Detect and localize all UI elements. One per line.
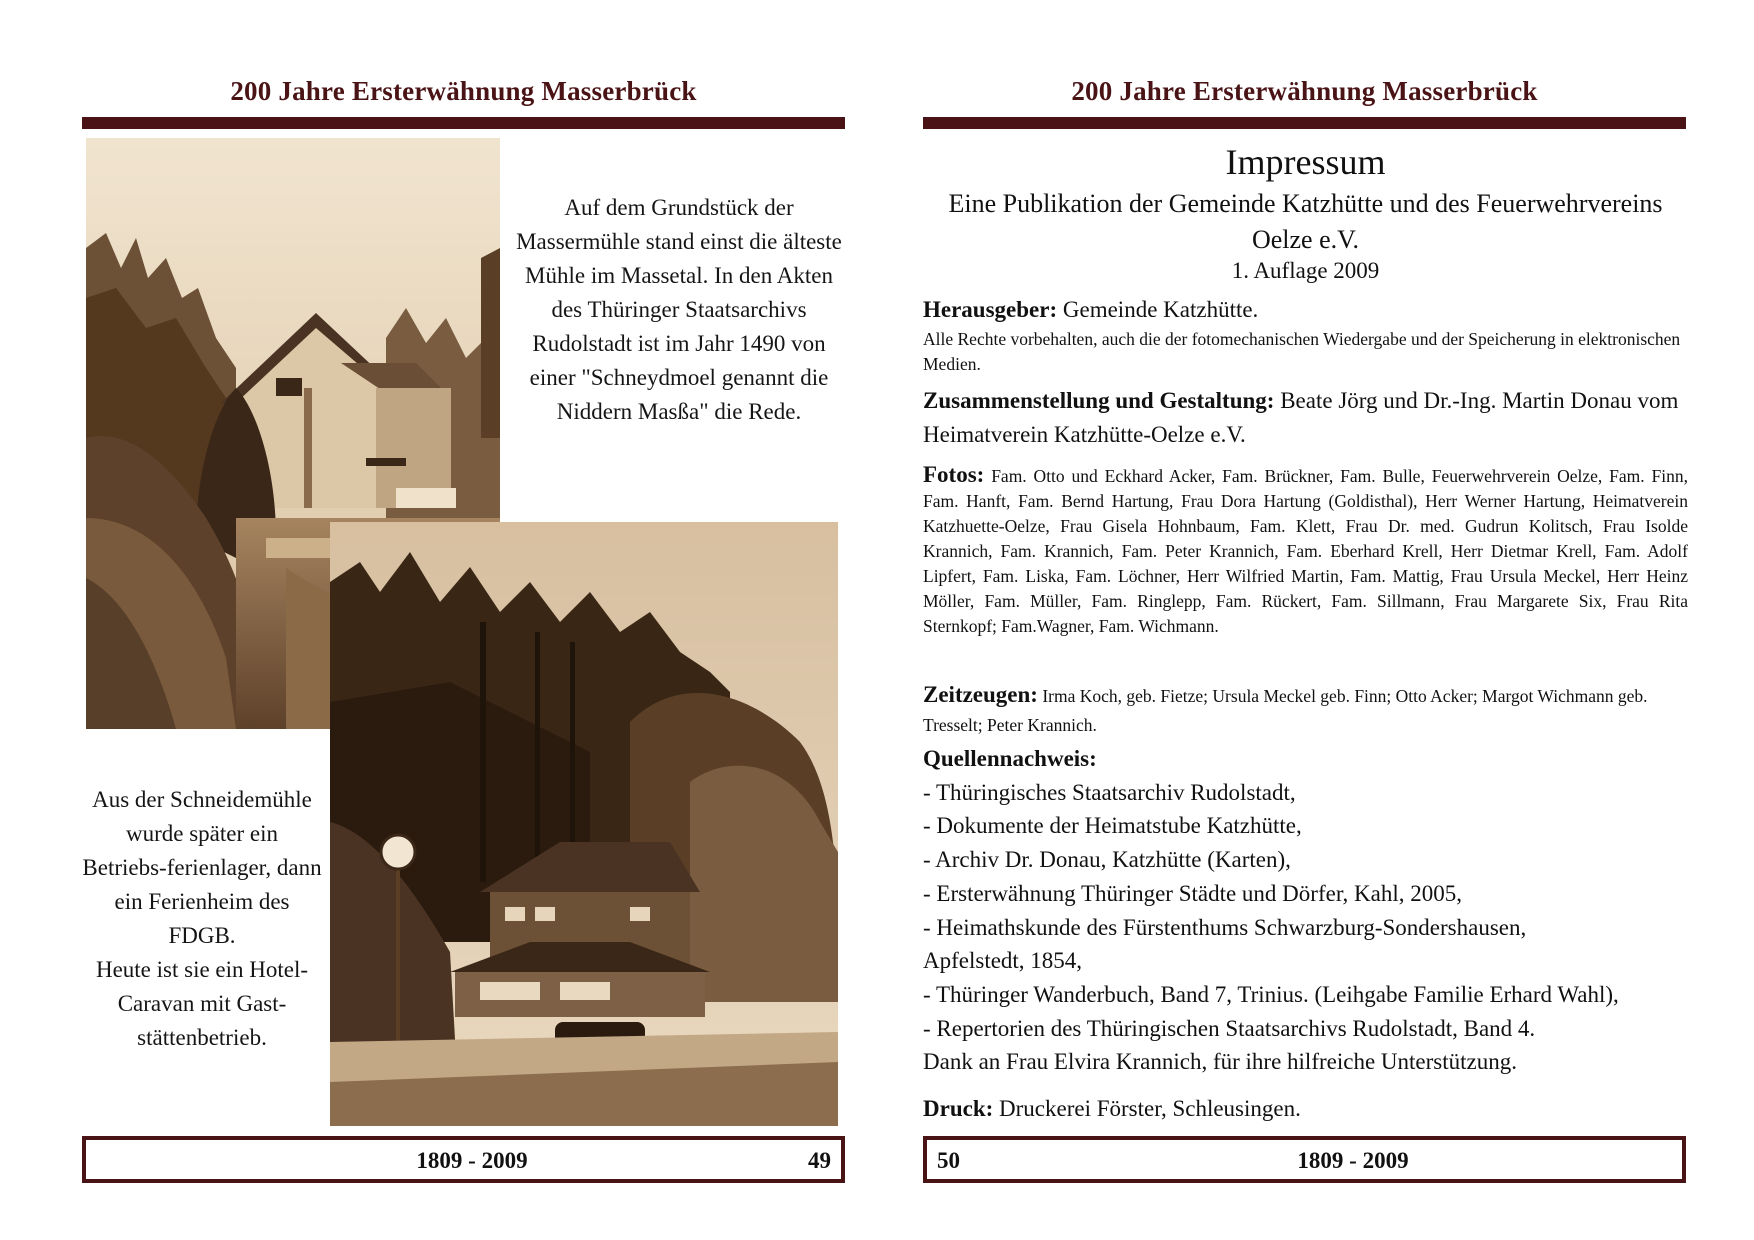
- sources-label: Quellennachweis:: [923, 746, 1097, 771]
- photo-hotel-caravan: [330, 522, 838, 1126]
- source-item: - Dokumente der Heimatstube Katzhütte,: [923, 813, 1302, 839]
- source-item: - Heimathskunde des Fürstenthums Schwarzburg-Sondershausen,: [923, 914, 1527, 940]
- sources-section: [923, 742, 1688, 1079]
- caption-massermuehle: Auf dem Grundstück der Massermühle stand einst die älteste Mühle im Massetal. In den Akten des Thüringer Staatsarchivs Rudolstadt ist im Jahr 1490 von einer "Schneydmoel genannt die Niddern Masßa" die Rede.: [516, 195, 842, 424]
- source-item: - Thüringisches Staatsarchiv Rudolstadt,: [923, 779, 1296, 805]
- photos-label: Fotos:: [923, 462, 985, 487]
- witnesses-value: Irma Koch, geb. Fietze; Ursula Meckel geb. Finn; Otto Acker; Margot Wichmann geb. Tresselt; Peter Krannich.: [923, 686, 1648, 735]
- print-line: [923, 1092, 1688, 1126]
- page-number: 49: [808, 1148, 831, 1173]
- footer: [923, 1136, 1686, 1183]
- print-label: Druck:: [923, 1096, 994, 1121]
- source-item: - Thüringer Wanderbuch, Band 7, Trinius. (Leihgabe Familie Erhard Wahl),: [923, 981, 1619, 1007]
- acknowledgement: Dank an Frau Elvira Krannich, für ihre hilfreiche Unterstützung.: [923, 1049, 1517, 1075]
- design-label: Zusammenstellung und Gestaltung:: [923, 388, 1275, 413]
- impressum-title: Impressum: [1225, 142, 1386, 182]
- publisher-label: Herausgeber:: [923, 297, 1058, 322]
- running-head: 200 Jahre Ersterwähnung Masserbrück: [230, 76, 697, 106]
- caption-hotel-history: Aus der Schneidemühle wurde später ein Betriebs-ferienlager, dann ein Ferienheim des FDGB.: [82, 787, 322, 948]
- design-value: Beate Jörg und Dr.-Ing. Martin Donau vom Heimatverein Katzhütte-Oelze e.V.: [923, 388, 1679, 447]
- running-head: 200 Jahre Ersterwähnung Masserbrück: [1071, 76, 1538, 106]
- print-value: Druckerei Förster, Schleusingen.: [993, 1096, 1301, 1121]
- page-number: 50: [937, 1148, 960, 1173]
- caption-hotel-today: Heute ist sie ein Hotel-Caravan mit Gast-stättenbetrieb.: [95, 957, 309, 1050]
- photos-value: Fam. Otto und Eckhard Acker, Fam. Brückner, Fam. Bulle, Feuerwehrverein Oelze, Fam. Finn, Fam. Hanft, Fam. Bernd Hartung, Frau Dora Hartung (Goldisthal), Herr Werner Hartung, Heimatverein Katzhuette-Oelze, Frau Gisela Hohnbaum, Fam. Klett, Frau Dr. med. Gudrun Kolitsch, Frau Isolde Krannich, Fam. Krannich, Fam. Peter Krannich, Fam. Eberhard Krell, Herr Dietmar Krell, Fam. Adolf Lipfert, Fam. Liska, Fam. Löchner, Herr Wilfried Martin, Fam. Mattig, Frau Ursula Meckel, Herr Heinz Möller, Fam. Müller, Fam. Ringlepp, Fam. Rückert, Fam. Sillmann, Frau Margarete Six, Frau Rita Sternkopf; Fam.Wagner, Fam. Wichmann.: [923, 466, 1688, 636]
- source-item: - Repertorien des Thüringischen Staatsarchivs Rudolstadt, Band 4.: [923, 1015, 1536, 1041]
- header-rule: [82, 117, 845, 129]
- header-rule: [923, 117, 1686, 129]
- impressum-edition: 1. Auflage 2009: [1231, 258, 1380, 283]
- publisher-value: Gemeinde Katzhütte.: [1057, 297, 1259, 322]
- rights-notice: Alle Rechte vorbehalten, auch die der fotomechanischen Wiedergabe und der Speicherung in elektronischen Medien.: [923, 329, 1681, 374]
- source-item: - Ersterwähnung Thüringer Städte und Dörfer, Kahl, 2005,: [923, 880, 1463, 906]
- caption-hotel: [82, 783, 322, 1055]
- witnesses-label: Zeitzeugen:: [923, 682, 1038, 707]
- source-item: - Archiv Dr. Donau, Katzhütte (Karten),: [923, 847, 1291, 873]
- photos-credit: [923, 462, 1688, 639]
- publisher-line: [923, 293, 1688, 327]
- footer-years: 1809 - 2009: [1297, 1148, 1409, 1173]
- impressum-subtitle: Eine Publikation der Gemeinde Katzhütte und des Feuerwehrvereins Oelze e.V.: [948, 189, 1663, 254]
- footer: [82, 1136, 845, 1183]
- source-item: Apfelstedt, 1854,: [923, 948, 1083, 974]
- design-line: [923, 384, 1688, 452]
- footer-years: 1809 - 2009: [416, 1148, 528, 1173]
- page-50: [877, 0, 1754, 1240]
- witnesses-credit: [923, 680, 1688, 740]
